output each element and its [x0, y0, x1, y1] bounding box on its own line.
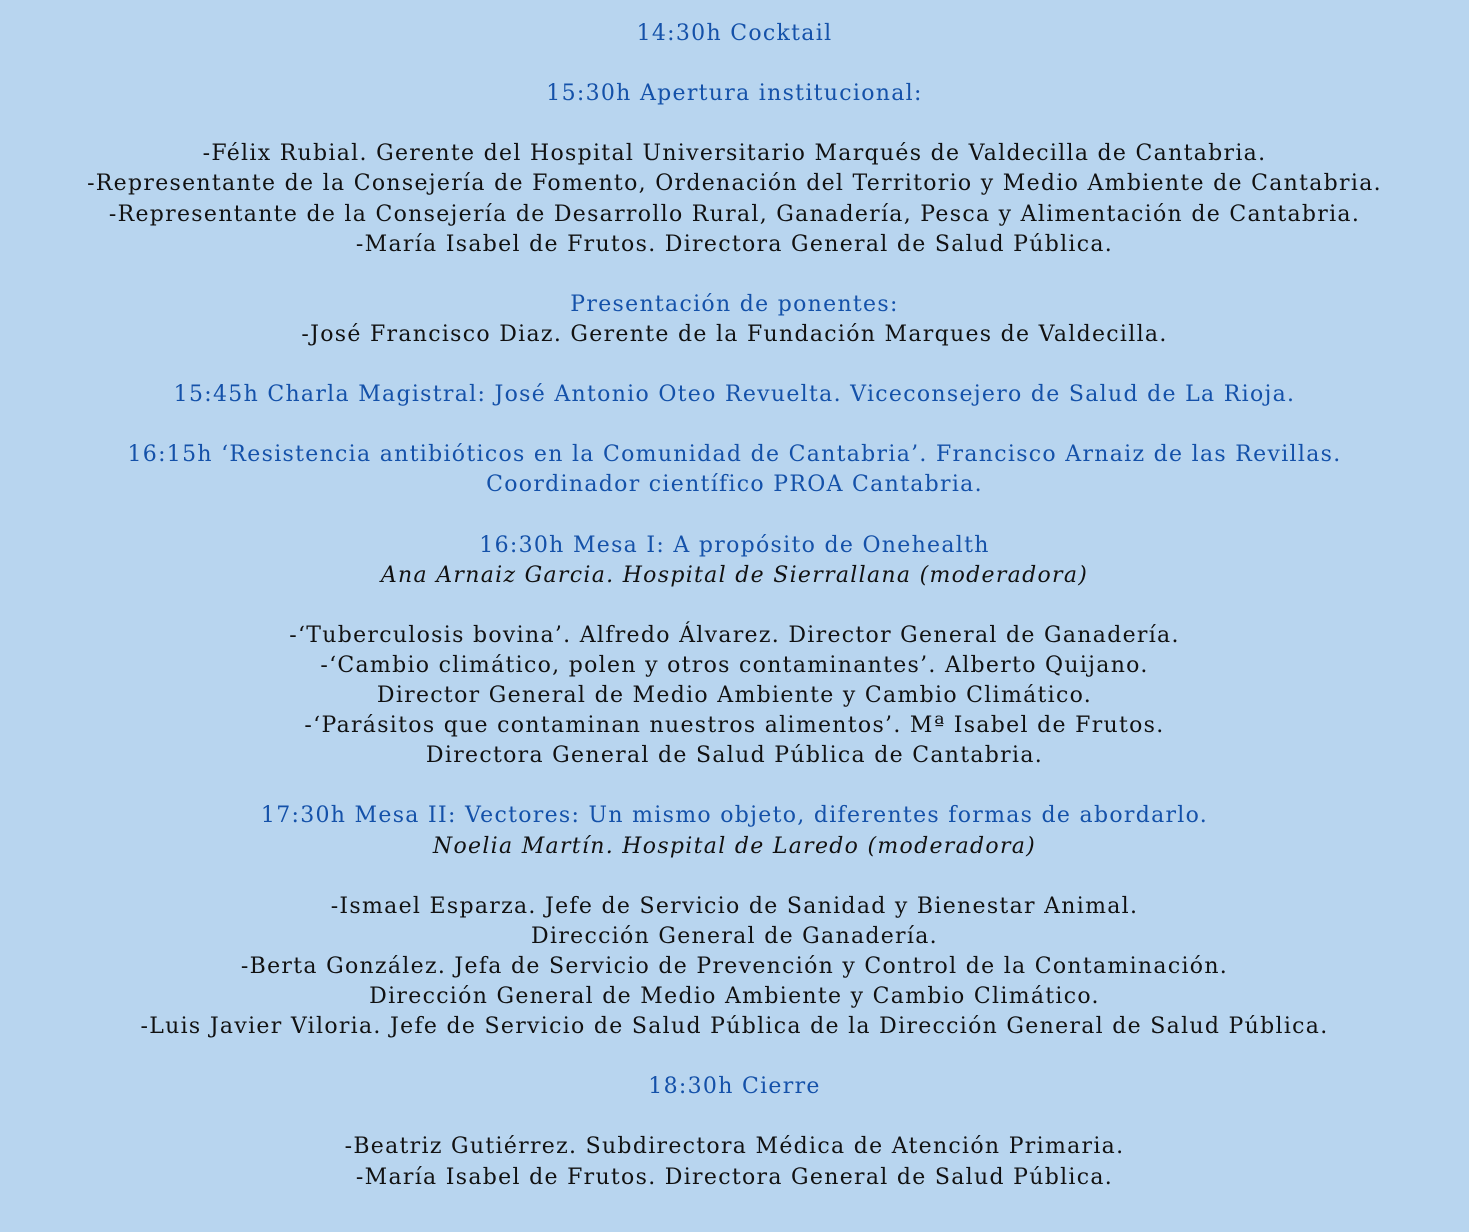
mesa1-speaker: -‘Cambio climático, polen y otros contaminantes’. Alberto Quijano. [320, 652, 1149, 678]
resistencia-subheading: Coordinador científico PROA Cantabria. [486, 472, 983, 498]
mesa1-heading: 16:30h Mesa I: A propósito de Onehealth [479, 532, 990, 558]
mesa1-speaker: Director General de Medio Ambiente y Cambio Climático. [376, 683, 1093, 709]
mesa1-moderator: Ana Arnaiz Garcia. Hospital de Sierrallana (moderadora) [380, 562, 1089, 588]
apertura-heading: 15:30h Apertura institucional: [546, 81, 923, 107]
apertura-speaker: -María Isabel de Frutos. Directora General de Salud Pública. [355, 231, 1114, 257]
spacer [0, 862, 1469, 892]
cierre-speaker: -María Isabel de Frutos. Directora General de Salud Pública. [355, 1164, 1114, 1190]
spacer [0, 1102, 1469, 1132]
spacer [0, 350, 1469, 380]
cocktail-heading: 14:30h Cocktail [636, 21, 833, 46]
cierre-speaker: -Beatriz Gutiérrez. Subdirectora Médica de Atención Primaria. [344, 1134, 1125, 1160]
spacer [0, 410, 1469, 440]
mesa1-speaker: -‘Parásitos que contaminan nuestros alimentos’. Mª Isabel de Frutos. [304, 713, 1165, 739]
presentacion-speaker: -José Francisco Diaz. Gerente de la Fundación Marques de Valdecilla. [301, 321, 1168, 347]
mesa1-speaker: -‘Tuberculosis bovina’. Alfredo Álvarez. Director General de Ganadería. [289, 622, 1180, 648]
resistencia-heading: 16:15h ‘Resistencia antibióticos en la Comunidad de Cantabria’. Francisco Arnaiz de las Revillas. [127, 442, 1342, 468]
charla-heading: 15:45h Charla Magistral: José Antonio Oteo Revuelta. Viceconsejero de Salud de La Rioja. [173, 382, 1296, 408]
mesa2-speaker: Dirección General de Medio Ambiente y Cambio Climático. [369, 984, 1100, 1009]
cierre-heading: 18:30h Cierre [648, 1074, 821, 1100]
spacer [0, 501, 1469, 531]
mesa2-speaker: -Luis Javier Viloria. Jefe de Servicio de Salud Pública de la Dirección General de Salud Pública. [140, 1014, 1329, 1040]
spacer [0, 260, 1469, 290]
presentacion-heading: Presentación de ponentes: [570, 291, 899, 317]
mesa1-speaker: Directora General de Salud Pública de Cantabria. [425, 743, 1044, 769]
spacer [0, 109, 1469, 139]
spacer [0, 591, 1469, 621]
spacer [0, 49, 1469, 79]
apertura-speaker: -Representante de la Consejería de Fomento, Ordenación del Territorio y Medio Ambiente de Cantabria. [87, 171, 1382, 197]
mesa2-heading: 17:30h Mesa II: Vectores: Un mismo objeto, diferentes formas de abordarlo. [260, 803, 1209, 829]
mesa2-speaker: -Berta González. Jefa de Servicio de Prevención y Control de la Contaminación. [240, 953, 1229, 979]
spacer [0, 1042, 1469, 1072]
apertura-speaker: -Félix Rubial. Gerente del Hospital Universitario Marqués de Valdecilla de Cantabria. [202, 141, 1267, 167]
apertura-speaker: -Representante de la Consejería de Desarrollo Rural, Ganadería, Pesca y Alimentación de Cantabria. [108, 201, 1361, 227]
mesa2-speaker: Dirección General de Ganadería. [531, 923, 938, 949]
mesa2-speaker: -Ismael Esparza. Jefe de Servicio de Sanidad y Bienestar Animal. [330, 893, 1139, 919]
mesa2-moderator: Noelia Martín. Hospital de Laredo (moderadora) [432, 833, 1037, 859]
spacer [0, 771, 1469, 801]
